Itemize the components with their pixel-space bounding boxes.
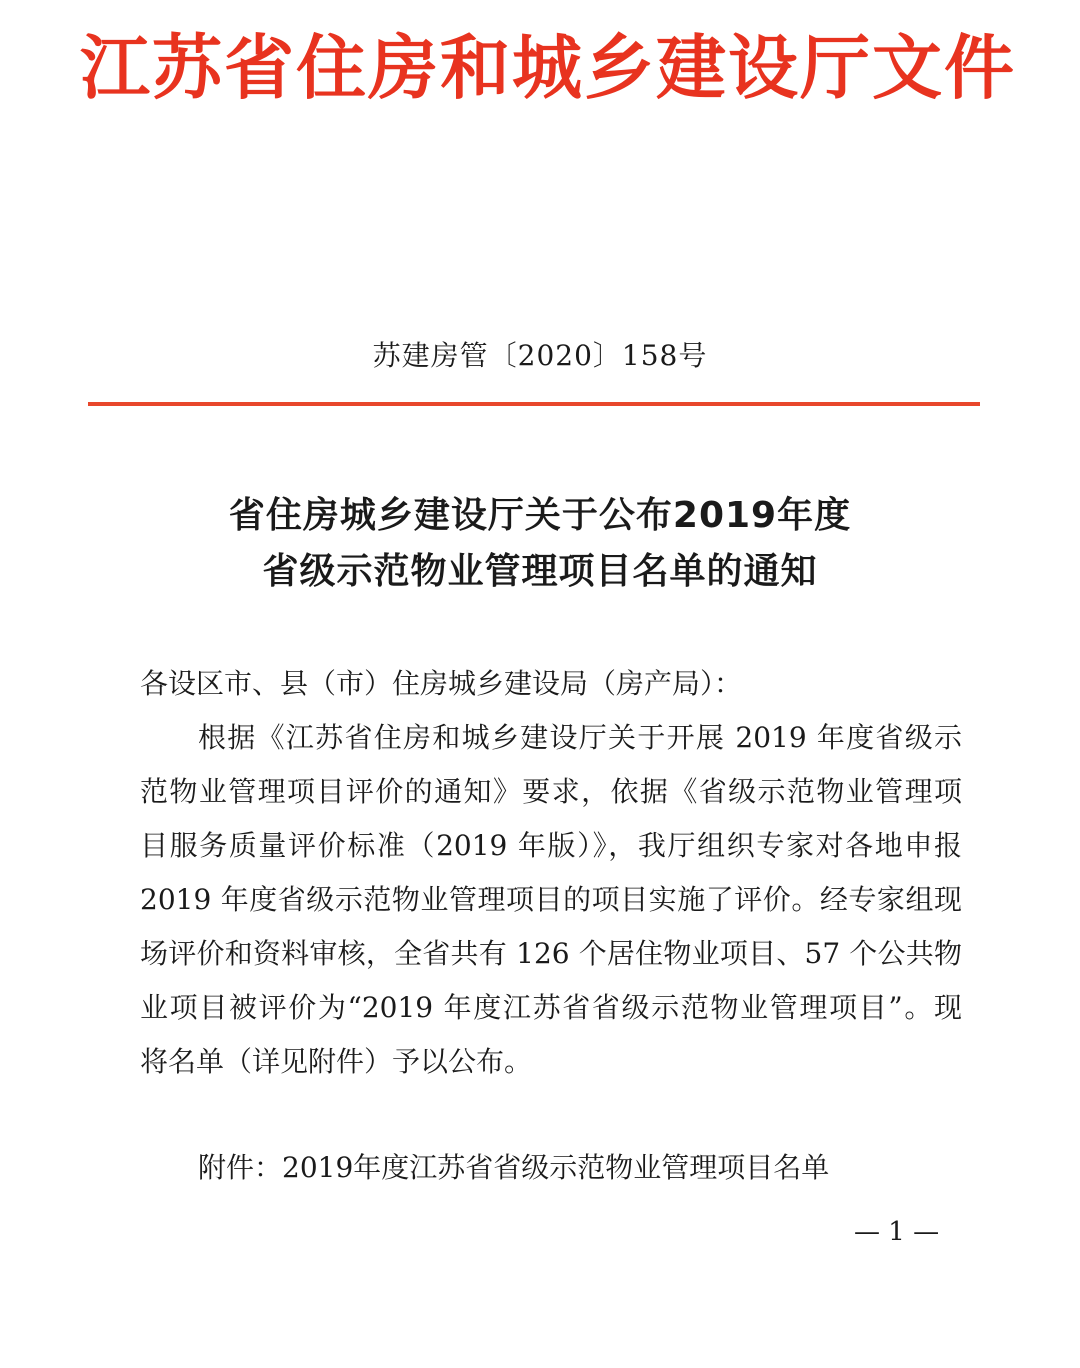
body-line: 目服务质量评价标准（2019 年版）》，我厅组织专家对各地申报: [140, 829, 962, 862]
notice-title-line-1: 省住房城乡建设厅关于公布2019年度: [228, 495, 852, 536]
page-number: — 1 —: [854, 1217, 940, 1247]
body-line: 业项目被评价为“2019 年度江苏省省级示范物业管理项目”。现: [140, 991, 962, 1024]
salutation: 各设区市、县（市）住房城乡建设局（房产局）：: [140, 667, 743, 700]
red-divider-line: [88, 402, 980, 406]
body-line: 2019 年度省级示范物业管理项目的项目实施了评价。经专家组现: [140, 883, 962, 916]
body-line: 范物业管理项目评价的通知》要求，依据《省级示范物业管理项: [140, 775, 962, 808]
issuer-header-title: 江苏省住房和城乡建设厅文件: [80, 27, 1016, 109]
body-line: 场评价和资料审核，全省共有 126 个居住物业项目、57 个公共物: [140, 937, 962, 970]
body-line: 根据《江苏省住房和城乡建设厅关于开展 2019 年度省级示: [198, 721, 962, 754]
attachment-note: 附件：2019年度江苏省省级示范物业管理项目名单: [198, 1151, 830, 1184]
document-number: 苏建房管〔2020〕158号: [372, 339, 708, 372]
body-line: 将名单（详见附件）予以公布。: [140, 1045, 533, 1078]
notice-title-line-2: 省级示范物业管理项目名单的通知: [262, 551, 818, 592]
